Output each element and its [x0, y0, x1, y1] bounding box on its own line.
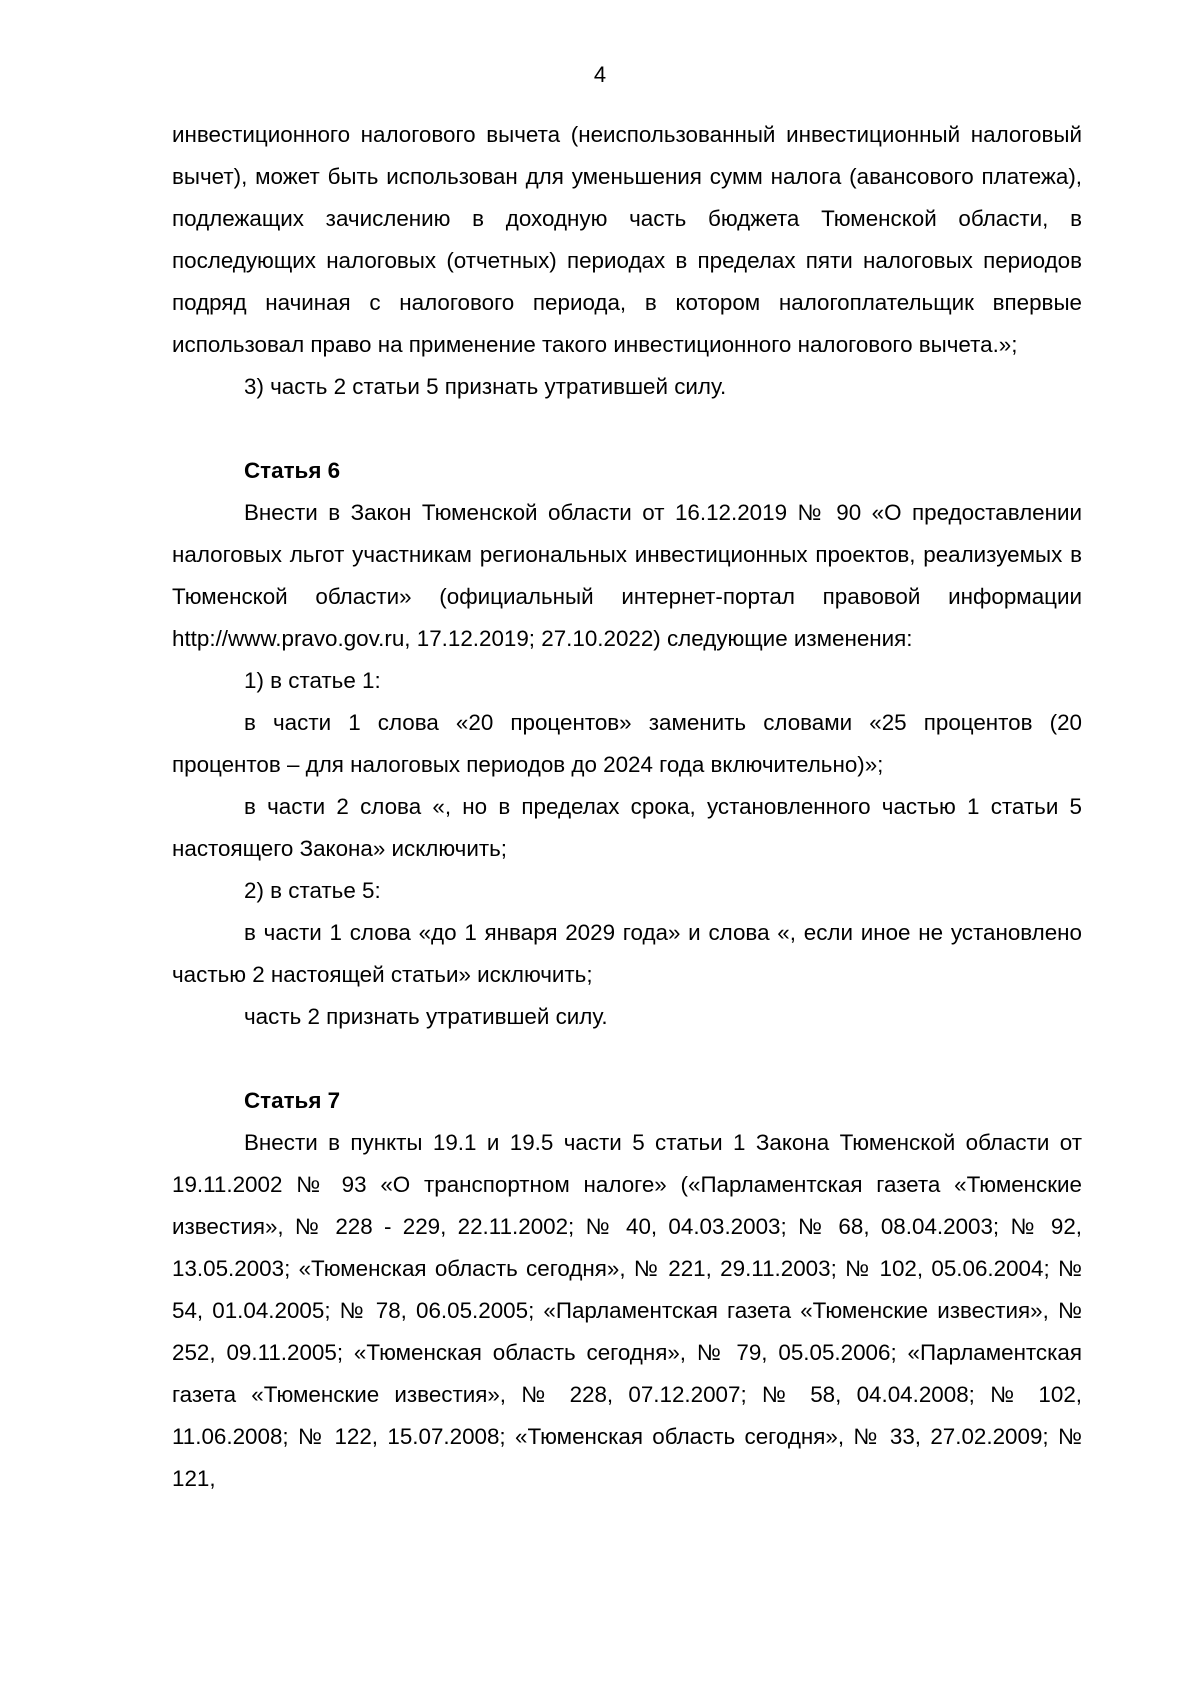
- section-gap: [172, 408, 1082, 450]
- paragraph: инвестиционного налогового вычета (неиспользованный инвестиционный налоговый вычет), может быть использован для уменьшения сумм налога (авансового платежа), подлежащих зачислению в доходную часть бюджета Тюменской области, в последующих налоговых (отчетных) периодах в пределах пяти налоговых периодов подряд начиная с налогового периода, в котором налогоплательщик впервые использовал право на применение такого инвестиционного налогового вычета.»;: [172, 122, 1082, 357]
- page-number: 4: [593, 62, 607, 87]
- paragraph: 3) часть 2 статьи 5 признать утратившей силу.: [244, 374, 727, 399]
- paragraph: часть 2 признать утратившей силу.: [244, 1004, 608, 1029]
- document-body: [172, 114, 1082, 1500]
- paragraph: Внести в Закон Тюменской области от 16.12.2019 № 90 «О предоставлении налоговых льгот участникам региональных инвестиционных проектов, реализуемых в Тюменской области» (официальный интернет-портал правовой информации http://www.pravo.gov.ru, 17.12.2019; 27.10.2022) следующие изменения:: [172, 500, 1082, 651]
- paragraph: в части 1 слова «20 процентов» заменить словами «25 процентов (20 процентов – для налоговых периодов до 2024 года включительно)»;: [172, 710, 1082, 777]
- paragraph: в части 1 слова «до 1 января 2029 года» и слова «, если иное не установлено частью 2 настоящей статьи» исключить;: [172, 920, 1082, 987]
- section-gap: [172, 1038, 1082, 1080]
- article-heading: Статья 6: [244, 458, 341, 483]
- article-heading: Статья 7: [244, 1088, 341, 1113]
- paragraph: 2) в статье 5:: [244, 878, 381, 903]
- paragraph: 1) в статье 1:: [244, 668, 381, 693]
- paragraph: Внести в пункты 19.1 и 19.5 части 5 статьи 1 Закона Тюменской области от 19.11.2002 № 93 «О транспортном налоге» («Парламентская газета «Тюменские известия», № 228 - 229, 22.11.2002; № 40, 04.03.2003; № 68, 08.04.2003; № 92, 13.05.2003; «Тюменская область сегодня», № 221, 29.11.2003; № 102, 05.06.2004; № 54, 01.04.2005; № 78, 06.05.2005; «Парламентская газета «Тюменские известия», № 252, 09.11.2005; «Тюменская область сегодня», № 79, 05.05.2006; «Парламентская газета «Тюменские известия», № 228, 07.12.2007; № 58, 04.04.2008; № 102, 11.06.2008; № 122, 15.07.2008; «Тюменская область сегодня», № 33, 27.02.2009; № 121,: [172, 1130, 1082, 1491]
- paragraph: в части 2 слова «, но в пределах срока, установленного частью 1 статьи 5 настоящего Закона» исключить;: [172, 794, 1082, 861]
